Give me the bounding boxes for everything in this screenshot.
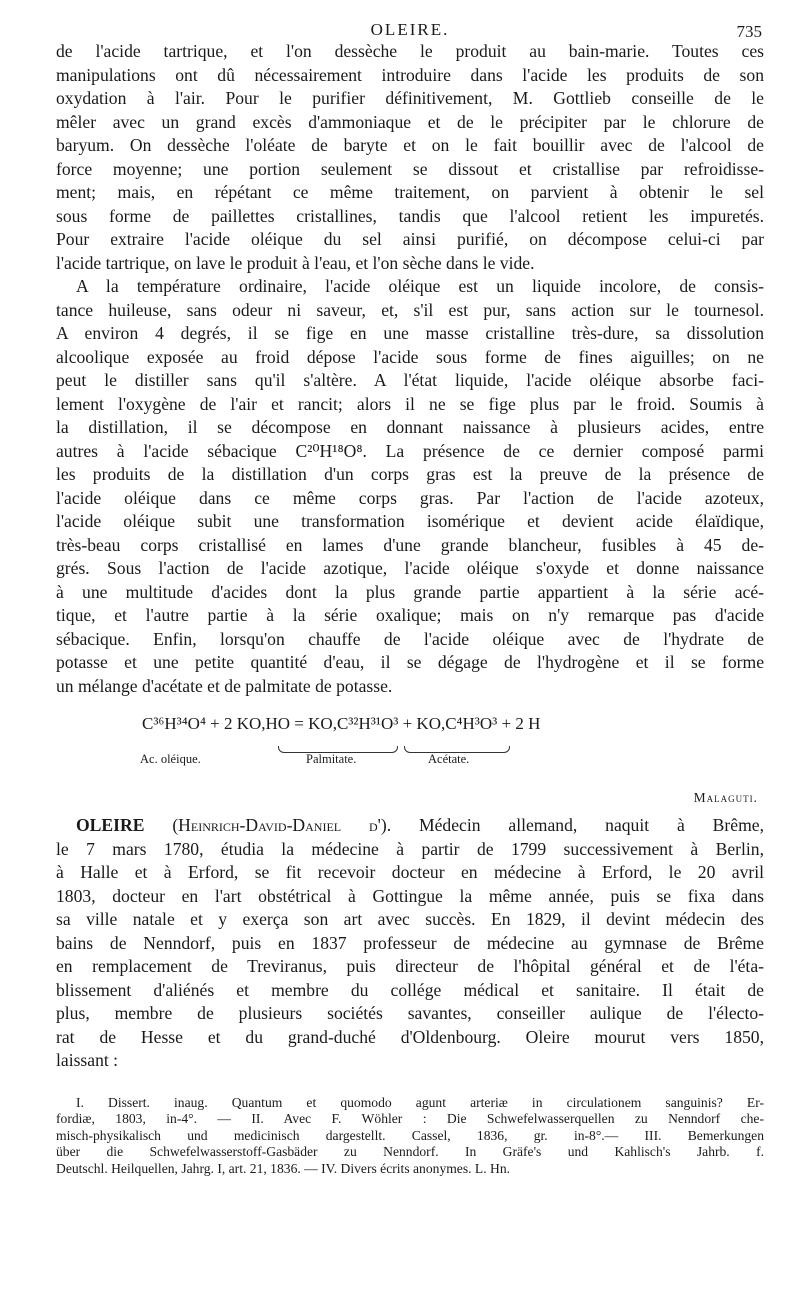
text-line: plus, membre de plusieurs sociétés savantes, conseiller aulique de l'électo- bbox=[56, 1003, 764, 1023]
page-number: 735 bbox=[736, 22, 762, 41]
text-line: en remplacement de Treviranus, puis directeur de l'hôpital général et de l'éta- bbox=[56, 956, 764, 976]
entry-headword: OLEIRE bbox=[76, 815, 145, 835]
footnote-line: fordiæ, 1803, in-4°. — II. Avec F. Wöhler : Die Schwefelwasserquellen zu Nenndorf che- bbox=[56, 1111, 764, 1127]
text-line: mêler avec un grand excès d'ammoniaque et de le précipiter par le chlorure de bbox=[56, 111, 764, 132]
text-line: force moyenne; une portion seulement se dissout et cristallise par refroidisse- bbox=[56, 158, 764, 179]
entry-forenames: (Heinrich-David-Daniel d'). bbox=[172, 815, 392, 835]
text-line: lement l'oxygène de l'air et rancit; alors il ne se fige plus par le froid. Soumis à bbox=[56, 393, 764, 414]
label-oleic-acid: Ac. oléique. bbox=[140, 752, 201, 766]
text-line: potasse et une petite quantité d'eau, il se dégage de l'hydrogène et il se forme bbox=[56, 652, 764, 672]
text-line: peut le distiller sans qu'il s'altère. A l'état liquide, l'acide oléique absorbe faci- bbox=[56, 370, 764, 390]
text-line: ment; mais, en répétant ce même traitement, on parvient à obtenir le sel bbox=[56, 182, 764, 202]
text-line: la distillation, il se décompose en donnant naissance à plusieurs acides, entre bbox=[56, 417, 764, 437]
text-line: A la température ordinaire, l'acide oléique est un liquide incolore, de consis- bbox=[76, 276, 764, 296]
text-line: à Halle et à Erford, se fit recevoir docteur en médecine à Erford, le 20 avril bbox=[56, 862, 764, 882]
label-acetate: Acétate. bbox=[428, 752, 470, 766]
footnote-bibliography bbox=[56, 1095, 764, 1178]
author-signature: Malaguti. bbox=[693, 790, 758, 805]
text-line: blissement d'aliénés et membre du collége médical et sanitaire. Il était de bbox=[56, 979, 764, 1000]
text-line: tance huileuse, sans odeur ni saveur, et, s'il est pur, sans action sur le tournesol. bbox=[56, 299, 764, 320]
text-line: à une multitude d'acides dont la plus grande partie appartient à la série acé- bbox=[56, 581, 764, 602]
footnote-line: über die Schwefelwasserstoff-Gasbäder zu Nenndorf. In Gräfe's und Kahlisch's Jahrb. f. bbox=[56, 1144, 764, 1160]
text-line: tique, et l'autre partie à la série oxalique; mais on n'y remarque pas d'acide bbox=[56, 605, 764, 625]
text-line: un mélange d'acétate et de palmitate de potasse. bbox=[56, 675, 393, 696]
text-line: de l'acide tartrique, et l'on dessèche le produit au bain-marie. Toutes ces bbox=[56, 41, 764, 61]
text-line: grés. Sous l'action de l'acide azotique, l'acide oléique s'oxyde et donne naissance bbox=[56, 558, 764, 578]
text-line: A environ 4 degrés, il se fige en une masse cristalline très-dure, sa dissolution bbox=[56, 323, 764, 343]
text-line: les produits de la distillation d'un corps gras est la preuve de la présence de bbox=[56, 464, 764, 484]
chemical-equation bbox=[56, 708, 764, 786]
text-line: sa ville natale et y exerça son art avec succès. En 1829, il devint médecin des bbox=[56, 909, 764, 929]
paragraph-biography bbox=[56, 814, 764, 1073]
running-title: OLEIRE. bbox=[370, 20, 450, 39]
paragraph-properties bbox=[56, 275, 764, 698]
entry-text: Médecin allemand, naquit à Brême, bbox=[391, 815, 764, 835]
text-line: autres à l'acide sébacique C²⁰H¹⁸O⁸. La présence de ce dernier composé parmi bbox=[56, 440, 764, 461]
text-line: oxydation à l'air. Pour le purifier définitivement, M. Gottlieb conseille de le bbox=[56, 88, 764, 108]
text-line bbox=[56, 814, 764, 838]
paragraph-purification bbox=[56, 40, 764, 275]
running-head bbox=[56, 0, 764, 40]
text-line: bains de Nenndorf, puis en 1837 professeur de médecine au gymnase de Brême bbox=[56, 932, 764, 953]
text-line: le 7 mars 1780, étudia la médecine à partir de 1799 successivement à Berlin, bbox=[56, 838, 764, 859]
text-line: l'acide oléique subit une transformation isomérique et devient acide élaïdique, bbox=[56, 511, 764, 531]
text-line: laissant : bbox=[56, 1050, 119, 1070]
text-line: l'acide oléique dans ce même corps gras. Par l'action de l'acide azoteux, bbox=[56, 487, 764, 508]
footnote-line: I. Dissert. inaug. Quantum et quomodo agunt arteriæ in circulationem sanguinis? Er- bbox=[76, 1094, 764, 1110]
text-line: rat de Hesse et du grand-duché d'Oldenbourg. Oleire mourut vers 1850, bbox=[56, 1026, 764, 1047]
footnote-line: Deutschl. Heilquellen, Jahrg. I, art. 21, 1836. — IV. Divers écrits anonymes. L. Hn. bbox=[56, 1160, 511, 1176]
equation-text: C³⁶H³⁴O⁴ + 2 KO,HO = KO,C³²H³¹O³ + KO,C⁴H³O³ + 2 H bbox=[142, 714, 541, 733]
label-palmitate: Palmitate. bbox=[306, 752, 357, 766]
text-line: l'acide tartrique, on lave le produit à l'eau, et l'on sèche dans le vide. bbox=[56, 252, 535, 273]
text-line: 1803, docteur en l'art obstétrical à Gottingue la même année, puis se fixa dans bbox=[56, 885, 764, 906]
footnote-line: misch-physikalisch und medicinisch dargestellt. Cassel, 1836, gr. in-8°.— III. Bemerkungen bbox=[56, 1127, 764, 1143]
text-line: manipulations ont dû nécessairement introduire dans l'acide les produits de son bbox=[56, 64, 764, 85]
text-line: très-beau corps cristallisé en lames d'une grande blancheur, fusibles à 45 de- bbox=[56, 534, 764, 555]
text-line: sous forme de paillettes cristallines, tandis que l'alcool retient les impuretés. bbox=[56, 205, 764, 226]
text-line: alcoolique exposée au froid dépose l'acide sous forme de fines aiguilles; on ne bbox=[56, 346, 764, 367]
text-line: sébacique. Enfin, lorsqu'on chauffe de l'acide oléique avec de l'hydrate de bbox=[56, 628, 764, 649]
text-line: Pour extraire l'acide oléique du sel ainsi purifié, on décompose celui-ci par bbox=[56, 229, 764, 249]
text-line: baryum. On dessèche l'oléate de baryte et on le fait bouillir avec de l'alcool de bbox=[56, 135, 764, 155]
